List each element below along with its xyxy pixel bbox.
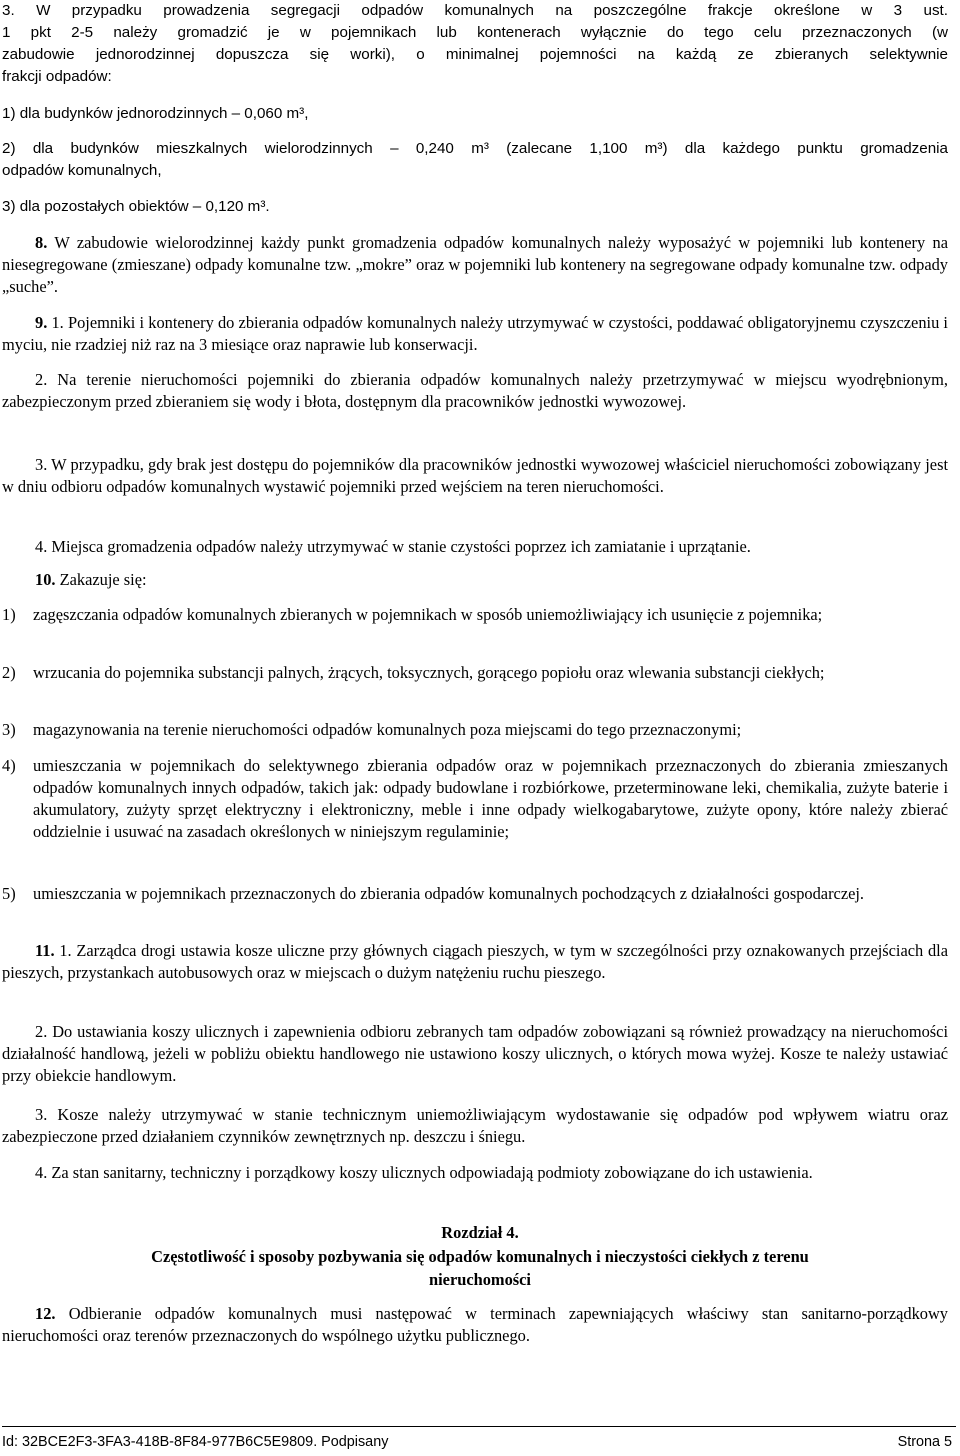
list-number: 4) xyxy=(2,756,16,775)
paragraph-text: 1. Pojemniki i kontenery do zbierania odpadów komunalnych należy utrzymywać w czystości, poddawać obligatoryjnemu czyszczeniu i myciu, nie rzadziej niż raz na 3 miesiące oraz naprawie lub konserwacji. xyxy=(2,313,948,354)
page-number: Strona 5 xyxy=(897,1434,952,1450)
list-item-3: 3) dla pozostałych obiektów – 0,120 m³. xyxy=(2,198,270,215)
section-11-paragraph-3: 3. Kosze należy utrzymywać w stanie technicznym uniemożliwiającym wydostawanie się odpadów pod wpływem wiatru oraz zabezpieczone przed działaniem czynników zewnętrznych np. deszczu i śniegu. xyxy=(2,1105,948,1146)
paragraph-3-line4: frakcji odpadów: xyxy=(2,68,112,85)
section-text: W zabudowie wielorodzinnej każdy punkt gromadzenia odpadów komunalnych należy wyposażyć w pojemniki lub kontenery na niesegregowane (zmieszane) odpady komunalne tzw. „mokre” oraz w pojemniki lub kontenery na segregowane odpady komunalne tzw. odpady „suche”. xyxy=(2,233,948,296)
paragraph-text: 1. Zarządca drogi ustawia kosze uliczne przy głównych ciągach pieszych, w tym w szczególności przy oznakowanych przejściach dla pieszych, przystankach autobusowych oraz w miejscach o dużym natężeniu ruchu pieszego. xyxy=(2,941,948,982)
paragraph-3-line1: 3. W przypadku prowadzenia segregacji odpadów komunalnych na poszczególne frakcje określone w 3 ust. xyxy=(2,2,948,19)
section-9-paragraph-3: 3. W przypadku, gdy brak jest dostępu do pojemników dla pracowników jednostki wywozowej właściciel nieruchomości zobowiązany jest w dniu odbioru odpadów komunalnych wystawić pojemniki przed wejściem na teren nieruchomości. xyxy=(2,455,948,496)
section-9-paragraph-2: 2. Na terenie nieruchomości pojemniki do zbierania odpadów komunalnych należy przetrzymywać w miejscu wyodrębnionym, zabezpieczonym przed zbieraniem się wody i błota, dostępnym dla pracowników jednostki wywozowej. xyxy=(2,370,948,411)
list-text: wrzucania do pojemnika substancji palnych, żrących, toksycznych, gorącego popiołu oraz wlewania substancji ciekłych; xyxy=(33,663,825,682)
page-footer xyxy=(2,1434,952,1450)
section-number: 8. xyxy=(35,233,48,252)
chapter-label: Rozdział 4. xyxy=(441,1223,519,1242)
section-9-paragraph-4: 4. Miejsca gromadzenia odpadów należy utrzymywać w stanie czystości poprzez ich zamiatanie i uprzątanie. xyxy=(35,537,751,556)
list-item-2-line2: odpadów komunalnych, xyxy=(2,162,162,179)
list-number: 2) xyxy=(2,663,16,682)
footer-divider xyxy=(2,1426,956,1427)
intro-text: Zakazuje się: xyxy=(59,570,147,589)
list-item xyxy=(2,662,948,684)
list-number: 3) xyxy=(2,720,16,739)
section-8 xyxy=(2,232,948,298)
list-number: 1) xyxy=(2,605,16,624)
section-10-intro xyxy=(2,569,948,591)
list-text: magazynowania na terenie nieruchomości odpadów komunalnych poza miejscami do tego przeznaczonymi; xyxy=(33,720,742,739)
list-item-1: 1) dla budynków jednorodzinnych – 0,060 m³, xyxy=(2,105,309,122)
section-11-paragraph-2: 2. Do ustawiania koszy ulicznych i zapewnienia odbioru zebranych tam odpadów zobowiązani są również prowadzący na nieruchomości działalność handlową, jeżeli w pobliżu obiektu handlowego nie ustawiono koszy ulicznych, o których mowa wyżej. Kosze te należy ustawiać przy obiekcie handlowym. xyxy=(2,1022,948,1085)
section-text: Odbieranie odpadów komunalnych musi następować w terminach zapewniających właściwy stan sanitarno-porządkowy nieruchomości oraz terenów przeznaczonych do wspólnego użytku publicznego. xyxy=(2,1304,948,1345)
chapter-title-line1: Częstotliwość i sposoby pozbywania się odpadów komunalnych i nieczystości ciekłych z terenu xyxy=(151,1247,809,1266)
section-number: 12. xyxy=(35,1304,56,1323)
document-id: Id: 32BCE2F3-3FA3-418B-8F84-977B6C5E9809. Podpisany xyxy=(2,1434,389,1450)
chapter-title-line2: nieruchomości xyxy=(429,1270,531,1289)
list-number: 5) xyxy=(2,884,16,903)
section-12 xyxy=(2,1303,948,1347)
paragraph-3-line2: 1 pkt 2-5 należy gromadzić je w pojemnikach lub kontenerach wyłącznie do tego celu przeznaczonych (w xyxy=(2,24,948,41)
section-9-paragraph-1 xyxy=(2,312,948,356)
list-item xyxy=(2,883,948,905)
section-number: 9. xyxy=(35,313,48,332)
section-11-paragraph-1 xyxy=(2,940,948,984)
list-item xyxy=(2,755,948,843)
list-item xyxy=(2,719,948,741)
list-text: umieszczania w pojemnikach przeznaczonych do zbierania odpadów komunalnych pochodzących z działalności gospodarczej. xyxy=(33,884,865,903)
list-item xyxy=(2,604,948,626)
section-number: 11. xyxy=(35,941,55,960)
paragraph-3-line3: zabudowie jednorodzinnej dopuszcza się worki), o minimalnej pojemności na każdą ze zbieranych selektywnie xyxy=(2,46,948,63)
list-text: umieszczania w pojemnikach do selektywnego zbierania odpadów oraz w pojemnikach przeznaczonych do zbierania zmieszanych odpadów komunalnych innych odpadów, takich jak: odpady budowlane i rozbiórkowe, przeterminowane leki, chemikalia, zużyte baterie i akumulatory, zużyty sprzęt elektryczny i elektroniczny, meble i inne odpady wielkogabarytowe, zużyte opony, które należy zbierać oddzielnie i usuwać na zasadach określonych w niniejszym regulaminie; xyxy=(33,756,948,841)
section-number: 10. xyxy=(35,570,56,589)
section-11-paragraph-4: 4. Za stan sanitarny, techniczny i porządkowy koszy ulicznych odpowiadają podmioty zobowiązane do ich ustawienia. xyxy=(35,1163,813,1182)
list-text: zagęszczania odpadów komunalnych zbieranych w pojemnikach w sposób uniemożliwiający ich usunięcie z pojemnika; xyxy=(33,605,823,624)
list-item-2-line1: 2) dla budynków mieszkalnych wielorodzinnych – 0,240 m³ (zalecane 1,100 m³) dla każdego punktu gromadzenia xyxy=(2,140,948,157)
